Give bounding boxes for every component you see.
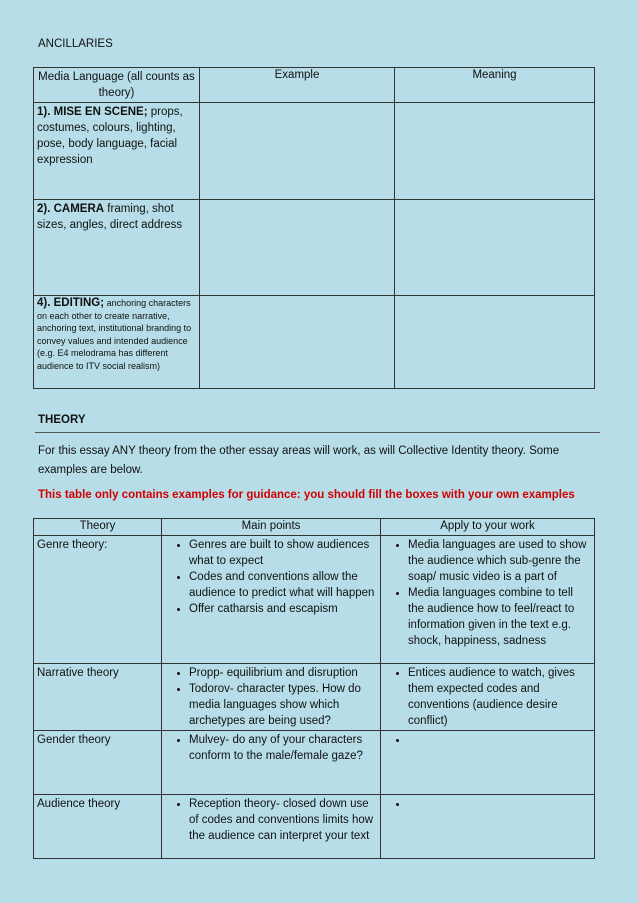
table-row: [34, 200, 595, 296]
example-cell[interactable]: [200, 296, 395, 389]
main-points-cell: [162, 664, 381, 731]
row-term: 4). EDITING;: [37, 297, 105, 309]
row-description: anchoring characters on each other to create narrative, anchoring text, institutional branding to convey values and intended audience (e.g. E4 melodrama has different audience to ITV social realism): [37, 298, 192, 371]
guidance-note: This table only contains examples for guidance: you should fill the boxes with your own examples: [38, 489, 575, 501]
list-item: • Offer catharsis and escapism: [189, 601, 377, 617]
ancillaries-heading: ANCILLARIES: [38, 38, 113, 50]
header-theory: Theory: [34, 519, 162, 536]
theory-name-cell: Narrative theory: [34, 664, 162, 731]
list-item: • Propp- equilibrium and disruption: [189, 665, 377, 681]
theory-name-cell: Genre theory:: [34, 536, 162, 664]
theory-name-cell: Gender theory: [34, 731, 162, 795]
media-language-cell: [34, 103, 200, 200]
main-points-cell: [162, 731, 381, 795]
table-row: [34, 536, 595, 664]
table-row: [34, 731, 595, 795]
table-row: [34, 103, 595, 200]
list-item[interactable]: [408, 732, 591, 748]
table-row: [34, 296, 595, 389]
list-item: • Media languages are used to show the audience which sub-genre the soap/ music video is a part of: [408, 537, 591, 585]
apply-cell[interactable]: [381, 664, 595, 731]
header-meaning: Meaning: [395, 68, 595, 103]
list-item: • Genres are built to show audiences what to expect: [189, 537, 377, 569]
media-language-cell: [34, 200, 200, 296]
theory-intro: For this essay ANY theory from the other essay areas will work, as will Collective Identity theory. Some examples are below.: [38, 445, 560, 476]
apply-cell[interactable]: [381, 795, 595, 859]
list-item: • Entices audience to watch, gives them expected codes and conventions (audience desire conflict): [408, 665, 591, 729]
list-item: • Todorov- character types. How do media languages show which archetypes are being used?: [189, 681, 377, 729]
apply-cell[interactable]: [381, 731, 595, 795]
table-row: [34, 795, 595, 859]
ancillaries-header-row: [34, 68, 595, 103]
main-points-cell: [162, 795, 381, 859]
row-term: 2). CAMERA: [37, 203, 105, 215]
theory-header-row: [34, 519, 595, 536]
apply-cell[interactable]: [381, 536, 595, 664]
theory-heading: THEORY: [38, 414, 86, 426]
heading-divider: [35, 432, 600, 433]
row-description: props, costumes, colours, lighting, pose, body language, facial expression: [37, 106, 183, 166]
header-example: Example: [200, 68, 395, 103]
row-description: framing, shot sizes, angles, direct address: [37, 203, 183, 231]
list-item: • Media languages combine to tell the audience how to feel/react to information given in the text e.g. shock, happiness, sadness: [408, 585, 591, 649]
header-main-points: Main points: [162, 519, 381, 536]
table-row: [34, 664, 595, 731]
main-points-cell: [162, 536, 381, 664]
ancillaries-table: [33, 67, 595, 389]
theory-name-cell: Audience theory: [34, 795, 162, 859]
list-item: • Mulvey- do any of your characters conform to the male/female gaze?: [189, 732, 377, 764]
list-item[interactable]: [408, 796, 591, 812]
header-apply: Apply to your work: [381, 519, 595, 536]
theory-table: [33, 518, 595, 859]
media-language-cell: [34, 296, 200, 389]
example-cell[interactable]: [200, 103, 395, 200]
example-cell[interactable]: [200, 200, 395, 296]
meaning-cell[interactable]: [395, 103, 595, 200]
list-item: • Reception theory- closed down use of codes and conventions limits how the audience can interpret your text: [189, 796, 377, 844]
row-term: 1). MISE EN SCENE;: [37, 106, 148, 118]
list-item: • Codes and conventions allow the audience to predict what will happen: [189, 569, 377, 601]
meaning-cell[interactable]: [395, 200, 595, 296]
meaning-cell[interactable]: [395, 296, 595, 389]
header-media-language: Media Language (all counts as theory): [34, 68, 200, 103]
